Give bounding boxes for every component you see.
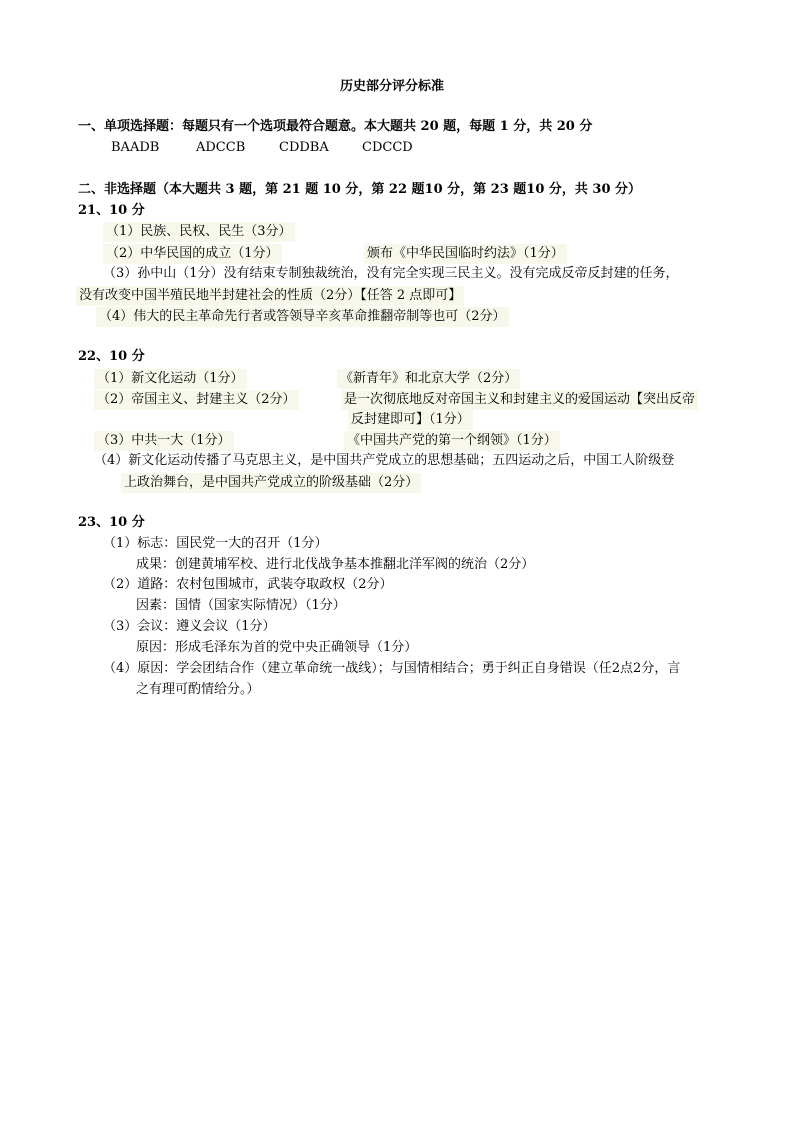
q23-answer-3-line2: 原因：形成毛泽东为首的党中央正确领导（1分） [136, 640, 418, 655]
q22-answer-2-right-line1: 是一次彻底地反对帝国主义和封建主义的爱国运动【突出反帝 [341, 390, 698, 410]
q22-answer-1-right: 《新青年》和北京大学（2分） [337, 369, 520, 389]
q23-answer-1-line2: 成果：创建黄埔军校、进行北伐战争基本推翻北洋军阀的统治（2分） [136, 557, 535, 572]
q23-answer-3-line1: （3）会议：遵义会议（1分） [103, 619, 276, 634]
q21-answer-3-line2: 没有改变中国半殖民地半封建社会的性质（2分）【任答 2 点即可】 [76, 286, 464, 306]
q23-answer-4-line2: 之有理可酌情给分。） [136, 682, 260, 697]
q21-answer-1: （1）民族、民权、民生（3分） [103, 222, 295, 242]
q21-answer-2-left: （2）中华民国的成立（1分） [103, 244, 282, 264]
q23-answer-2-line2: 因素：国情（国家实际情况）（1分） [136, 598, 346, 613]
q23-answer-2-line1: （2）道路：农村包围城市，武装夺取政权（2分） [103, 577, 393, 592]
answer-group-4: CDCCD [362, 140, 413, 155]
q22-answer-2-left: （2）帝国主义、封建主义（2分） [94, 390, 299, 410]
page-title: 历史部分评分标准 [340, 79, 445, 94]
answer-group-1: BAADB [111, 140, 160, 155]
q21-answer-2-right: 颁布《中华民国临时约法》（1分） [364, 244, 567, 264]
section2-heading: 二、非选择题（本大题共 3 题，第 21 题 10 分，第 22 题10 分，第 23 题10 分，共 30 分） [78, 182, 642, 197]
q21-heading: 21、10 分 [78, 203, 145, 218]
q21-answer-3-line1: （3）孙中山（1分）没有结束专制独裁统治，没有完全实现三民主义。没有完成反帝反封建的任务， [103, 266, 679, 281]
q22-answer-2-right-line2: 反封建即可】（1分） [348, 410, 473, 430]
q22-answer-4-line1: （4）新文化运动传播了马克思主义，是中国共产党成立的思想基础；五四运动之后，中国工人阶级登 [94, 453, 675, 468]
q22-answer-4-line2: 上政治舞台，是中国共产党成立的阶级基础（2分） [121, 473, 421, 493]
q23-answer-1-line1: （1）标志：国民党一大的召开（1分） [103, 536, 328, 551]
q23-answer-4-line1: （4）原因：学会团结合作（建立革命统一战线）；与国情相结合；勇于纠正自身错误（任2点2分，言 [103, 661, 681, 676]
q21-answer-4: （4）伟大的民主革命先行者或答领导辛亥革命推翻帝制等也可（2分） [96, 307, 509, 327]
q22-heading: 22、10 分 [78, 349, 145, 364]
q23-heading: 23、10 分 [78, 515, 145, 530]
q22-answer-1-left: （1）新文化运动（1分） [94, 369, 247, 389]
section1-heading: 一、单项选择题：每题只有一个选项最符合题意。本大题共 20 题，每题 1 分，共 20 分 [78, 119, 593, 134]
q22-answer-3-right: 《中国共产党的第一个纲领》（1分） [344, 431, 560, 451]
answer-group-3: CDDBA [279, 140, 329, 155]
q22-answer-3-left: （3）中共一大（1分） [94, 431, 234, 451]
answer-group-2: ADCCB [196, 140, 246, 155]
